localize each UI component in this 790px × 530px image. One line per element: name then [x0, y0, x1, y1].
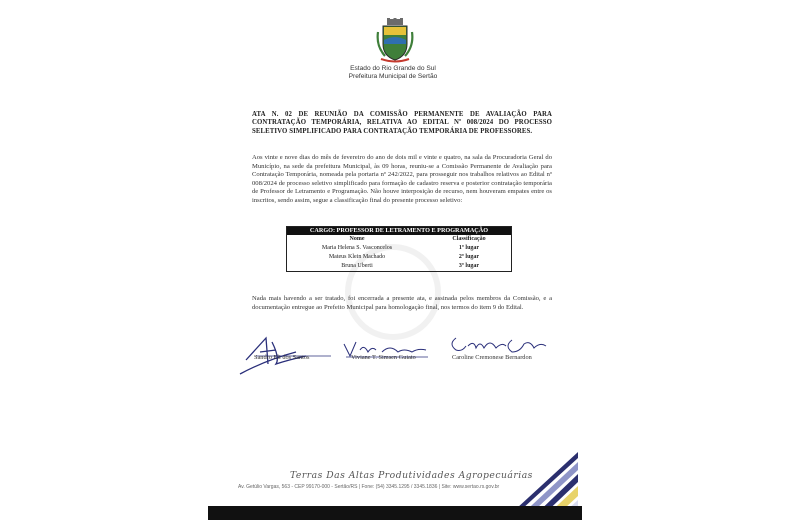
candidate-name: Mateus Klein Machado: [328, 254, 386, 260]
candidate-name: Bruna Uberti: [341, 263, 373, 269]
candidate-rank: 2º lugar: [458, 254, 480, 260]
signature-caroline: [446, 332, 556, 356]
signatory-name: Sandro Eli dos Santos: [254, 354, 310, 361]
scan-bottom-edge: [208, 506, 582, 520]
candidate-rank: 3º lugar: [458, 263, 480, 269]
candidate-rank: 1º lugar: [458, 245, 480, 251]
document-page: [208, 12, 578, 520]
column-name: Nome: [349, 236, 365, 242]
paragraph-closing: Nada mais havendo a ser tratado, foi encerrada a presente ata, e assinada pelos membros da Comissão, e a documentação entregue ao Prefeito Municipal para homologação final, nos termos do item 9 do Edital.: [252, 295, 552, 311]
paragraph-opening: Aos vinte e nove dias do mês de fevereiro do ano de dois mil e vinte e quatro, na sala da Procuradoria Geral do Município, na sede da prefeitura Municipal, às 09 horas, reuniu-se a Comissão Permanente de Avaliação para Contratação Temporária, nomeada pela portaria nº 242/2022, para prosseguir nos trabalhos relativos ao Edital nº 008/2024 de processo seletivo simplificado para formação de cadastro reserva e posterior contratação temporária de Professor de Letramento e Programação. Não houve interposição de recurso, nem houveram empates entre os inscritos, sendo assim, segue a classificação final do presente processo seletivo:: [252, 154, 552, 204]
footer-address: Av. Getúlio Vargas, 563 - CEP 99170-000 - Sertão/RS | Fone: (54) 3345.1295 / 3345.1836 | Site: www.sertao.rs.gov.br: [238, 484, 500, 490]
table-row: [287, 244, 511, 253]
signatory-name: Caroline Cremonese Bernardon: [452, 354, 532, 361]
header-municipality: Prefeitura Municipal de Sertão: [348, 73, 438, 80]
table-row: [287, 253, 511, 262]
document-title: ATA N. 02 DE REUNIÃO DA COMISSÃO PERMANENTE DE AVALIAÇÃO PARA CONTRATAÇÃO TEMPORÁRIA, RELATIVA AO EDITAL Nº 008/2024 DO PROCESSO SELETIVO SIMPLIFICADO PARA CONTRATAÇÃO TEMPORÁRIA DE PROFESSORES.: [252, 111, 552, 135]
footer-motto: Terras Das Altas Produtividades Agropecuárias: [290, 470, 533, 481]
candidate-name: Maria Helena S. Vasconcelos: [321, 245, 393, 251]
table-header: [287, 235, 511, 244]
column-rank: Classificação: [452, 236, 486, 242]
table-caption: CARGO: PROFESSOR DE LETRAMENTO E PROGRAMAÇÃO: [287, 227, 511, 235]
signatory-name: Viviane T. Simsen Guiato: [351, 354, 416, 361]
header-state: Estado do Rio Grande do Sul: [350, 65, 436, 72]
table-row: [287, 262, 511, 271]
municipal-coat-of-arms: [375, 18, 415, 64]
classification-table: [286, 226, 512, 272]
